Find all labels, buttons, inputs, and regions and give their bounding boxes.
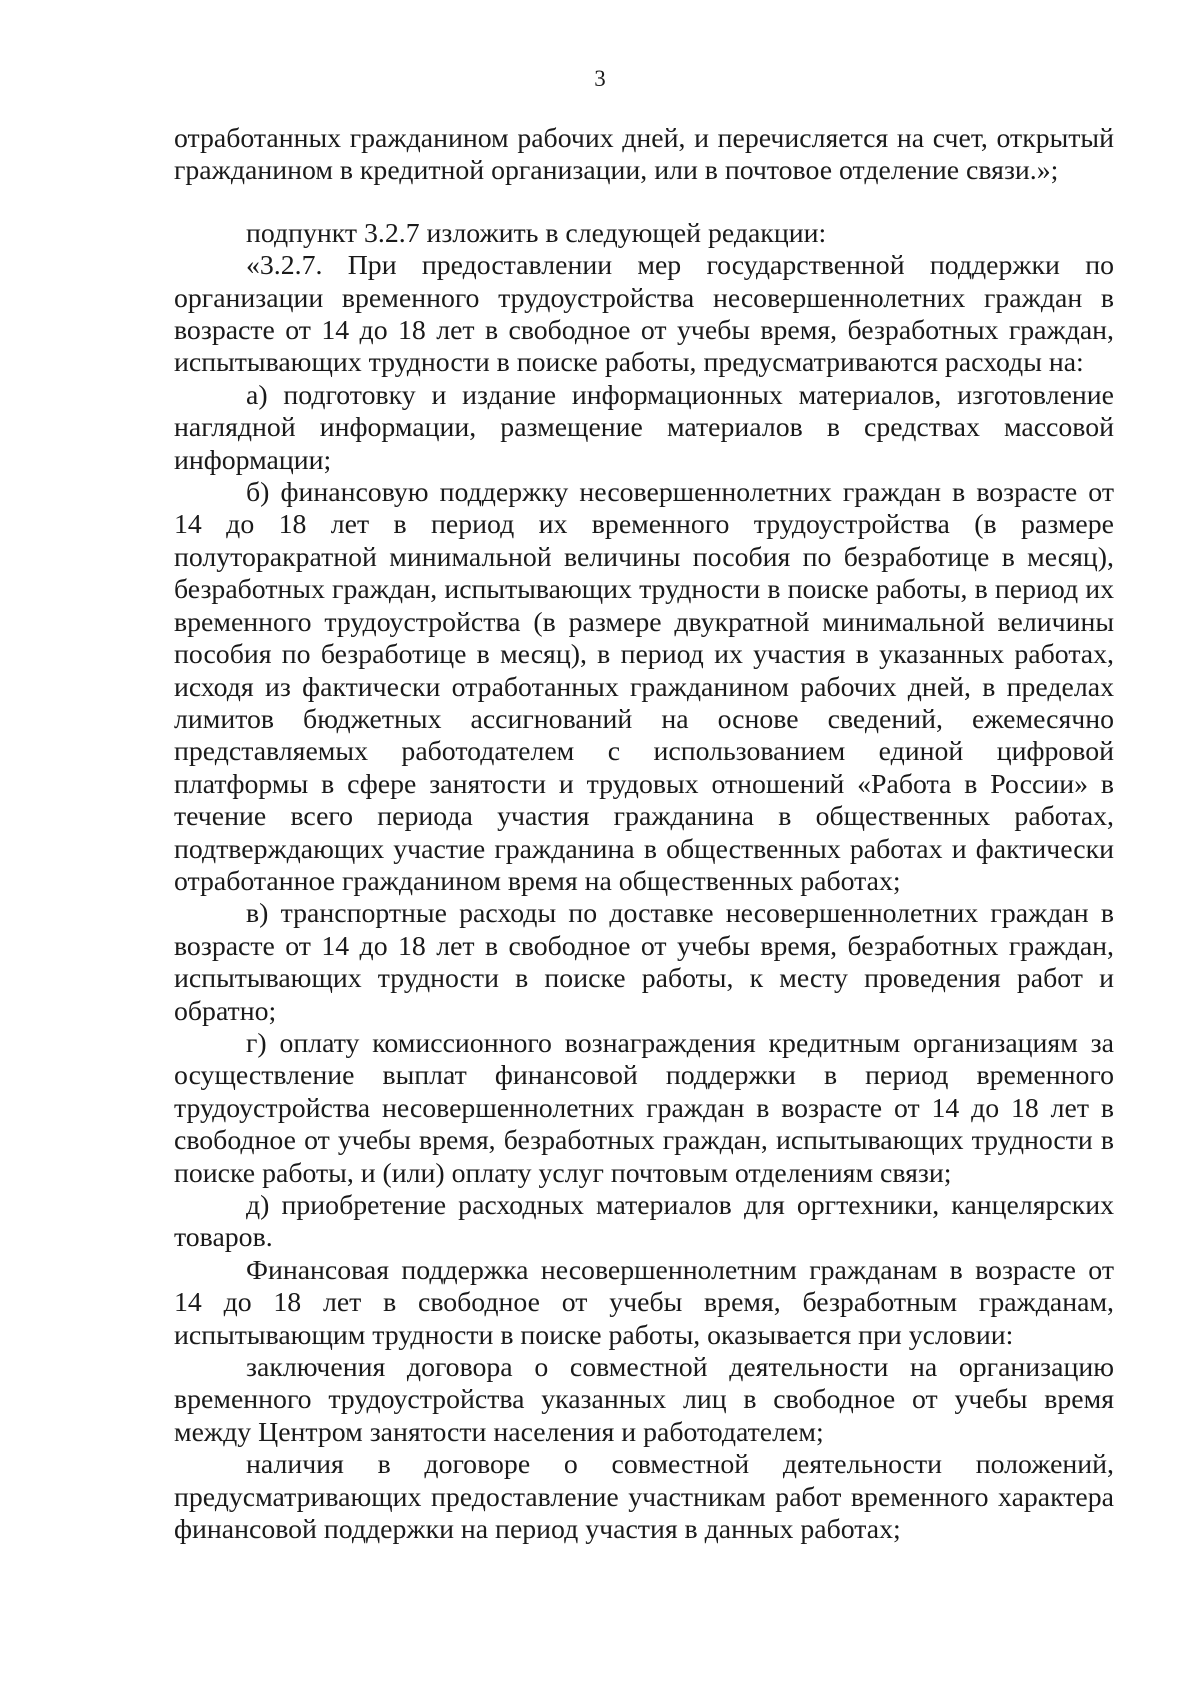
- document-body: [174, 123, 1114, 1546]
- paragraph-financial-support: Финансовая поддержка несовершеннолетним гражданам в возрасте от 14 до 18 лет в свободное от учебы время, безработным гражданам, испытывающим трудности в поиске работы, оказывается при условии:: [174, 1254, 1114, 1351]
- paragraph-item-b: б) финансовую поддержку несовершеннолетних граждан в возрасте от 14 до 18 лет в период их временного трудоустройства (в размере полуторакратной минимальной величины пособия по безработице в месяц), безработных граждан, испытывающих трудности в поиске работы, в период их временного трудоустройства (в размере двукратной минимальной величины пособия по безработице в месяц), в период их участия в указанных работах, исходя из фактически отработанных гражданином рабочих дней, в пределах лимитов бюджетных ассигнований на основе сведений, ежемесячно представляемых работодателем с использованием единой цифровой платформы в сфере занятости и трудовых отношений «Работа в России» в течение всего периода участия гражданина в общественных работах, подтверждающих участие гражданина в общественных работах и фактически отработанное гражданином время на общественных работах;: [174, 477, 1114, 897]
- paragraph-item-g: г) оплату комиссионного вознаграждения кредитным организациям за осуществление выплат финансовой поддержки в период временного трудоустройства несовершеннолетних граждан в возрасте от 14 до 18 лет в свободное от учебы время, безработных граждан, испытывающих трудности в поиске работы, и (или) оплату услуг почтовым отделениям связи;: [174, 1027, 1114, 1189]
- paragraph-item-d: д) приобретение расходных материалов для оргтехники, канцелярских товаров.: [174, 1190, 1114, 1254]
- paragraph-continuation: отработанных гражданином рабочих дней, и перечисляется на счет, открытый гражданином в кредитной организации, или в почтовое отделение связи.»;: [174, 123, 1114, 187]
- paragraph-condition-agreement: заключения договора о совместной деятельности на организацию временного трудоустройства указанных лиц в свободное от учебы время между Центром занятости населения и работодателем;: [174, 1352, 1114, 1448]
- paragraph-condition-provisions: наличия в договоре о совместной деятельности положений, предусматривающих предоставление участникам работ временного характера финансовой поддержки на период участия в данных работах;: [174, 1449, 1114, 1546]
- paragraph-item-a: а) подготовку и издание информационных материалов, изготовление наглядной информации, размещение материалов в средствах массовой информации;: [174, 379, 1114, 476]
- page-number: 3: [594, 66, 606, 91]
- paragraph-item-v: в) транспортные расходы по доставке несовершеннолетних граждан в возрасте от 14 до 18 лет в свободное от учебы время, безработных граждан, испытывающих трудности в поиске работы, к месту проведения работ и обратно;: [174, 898, 1114, 1027]
- paragraph-3-2-7: «3.2.7. При предоставлении мер государственной поддержки по организации временного трудоустройства несовершеннолетних граждан в возрасте от 14 до 18 лет в свободное от учебы время, безработных граждан, испытывающих трудности в поиске работы, предусматриваются расходы на:: [174, 250, 1114, 379]
- paragraph-amendment-intro: подпункт 3.2.7 изложить в следующей редакции:: [246, 217, 827, 249]
